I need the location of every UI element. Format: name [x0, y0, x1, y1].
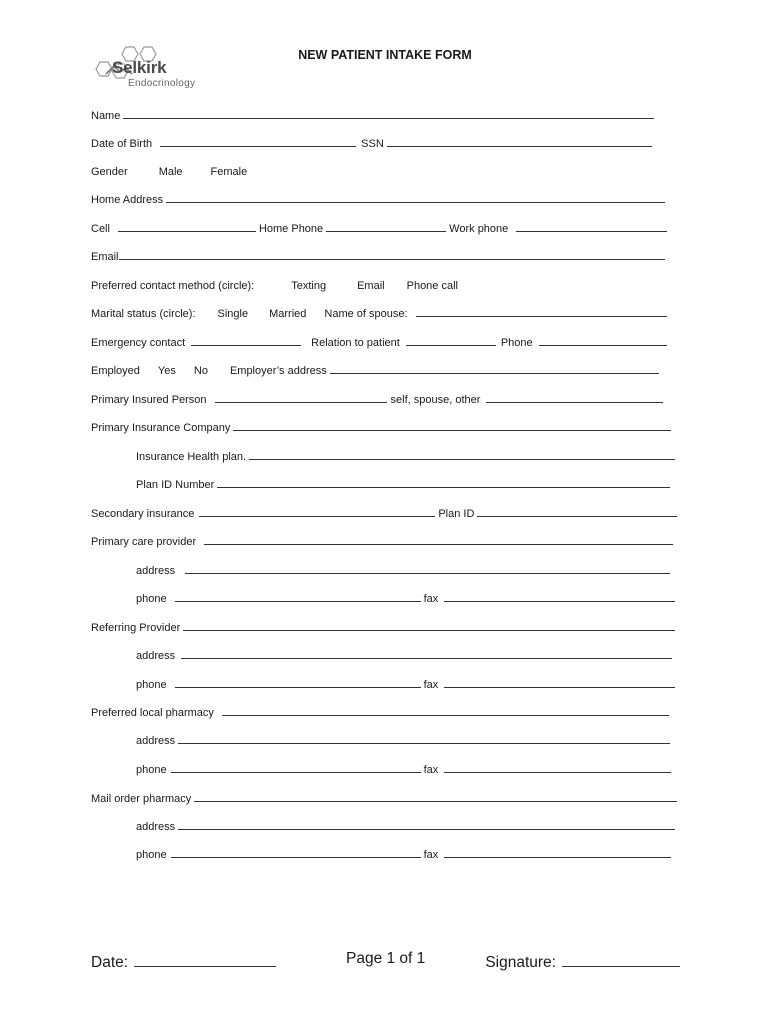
marital-label: Marital status (circle):	[91, 308, 196, 320]
email-label: Email	[91, 251, 119, 263]
employed-no-option[interactable]: No	[193, 365, 208, 377]
referring-field[interactable]	[183, 630, 675, 631]
home-phone-label: Home Phone	[258, 223, 324, 235]
plan-id-label: Plan ID	[438, 508, 475, 520]
secondary-insurance-field[interactable]	[199, 516, 435, 517]
local-pharmacy-phone-row	[136, 760, 674, 776]
health-plan-field[interactable]	[249, 459, 675, 460]
primary-insurance-label: Primary Insurance Company	[91, 422, 231, 434]
referring-fax-label: fax	[423, 679, 439, 691]
local-pharmacy-row	[91, 703, 672, 719]
mail-pharmacy-field[interactable]	[194, 801, 677, 802]
referring-address-label: address	[136, 650, 176, 662]
mail-pharmacy-row	[91, 789, 680, 805]
emergency-phone-field[interactable]	[539, 345, 667, 346]
local-pharmacy-address-row	[136, 731, 673, 747]
logo-subtitle: Endocrinology	[128, 78, 196, 89]
local-pharmacy-phone-label: phone	[136, 764, 167, 776]
health-plan-label: Insurance Health plan.	[136, 451, 247, 463]
employed-label: Employed	[91, 365, 140, 377]
pcp-address-row	[136, 561, 673, 577]
marital-row	[91, 304, 670, 320]
dob-field[interactable]	[160, 146, 356, 147]
home-address-label: Home Address	[91, 194, 164, 206]
referring-address-field[interactable]	[181, 658, 672, 659]
local-pharmacy-address-label: address	[136, 735, 176, 747]
pcp-phone-row	[136, 589, 678, 605]
pcp-row	[91, 532, 676, 548]
spouse-label: Name of spouse:	[324, 308, 408, 320]
primary-insured-label: Primary Insured Person	[91, 394, 207, 406]
work-phone-field[interactable]	[516, 231, 667, 232]
primary-insurance-row	[91, 418, 674, 434]
logo-wordmark: Selkirk	[112, 58, 167, 77]
emergency-label: Emergency contact	[91, 337, 186, 349]
pcp-fax-label: fax	[423, 593, 439, 605]
plan-id-number-field[interactable]	[217, 487, 670, 488]
pcp-label: Primary care provider	[91, 536, 197, 548]
secondary-insurance-row	[91, 504, 680, 520]
referring-label: Referring Provider	[91, 622, 181, 634]
dob-ssn-row	[91, 134, 655, 150]
gender-female-option[interactable]: Female	[210, 166, 248, 178]
pcp-field[interactable]	[204, 544, 673, 545]
local-pharmacy-fax-label: fax	[423, 764, 439, 776]
home-phone-field[interactable]	[326, 231, 446, 232]
health-plan-row	[136, 447, 678, 463]
name-label: Name	[91, 110, 121, 122]
local-pharmacy-address-field[interactable]	[178, 743, 670, 744]
pcp-fax-field[interactable]	[444, 601, 675, 602]
date-label: Date:	[91, 954, 129, 971]
work-phone-label: Work phone	[449, 223, 509, 235]
form-title: NEW PATIENT INTAKE FORM	[298, 48, 472, 62]
pcp-address-label: address	[136, 565, 176, 577]
mail-pharmacy-address-field[interactable]	[178, 829, 675, 830]
mail-pharmacy-label: Mail order pharmacy	[91, 793, 192, 805]
phones-row	[91, 219, 670, 235]
mail-pharmacy-address-row	[136, 817, 678, 833]
referring-address-row	[136, 646, 675, 662]
form-footer	[91, 950, 680, 972]
name-field[interactable]	[123, 118, 654, 119]
mail-pharmacy-fax-label: fax	[423, 849, 439, 861]
mail-pharmacy-address-label: address	[136, 821, 176, 833]
relation-label: Relation to patient	[311, 337, 400, 349]
plan-id-number-label: Plan ID Number	[136, 479, 215, 491]
pcp-address-field[interactable]	[185, 573, 670, 574]
employed-row	[91, 361, 662, 377]
mail-pharmacy-phone-row	[136, 845, 674, 861]
ssn-field[interactable]	[387, 146, 652, 147]
name-row	[91, 106, 657, 122]
contact-texting-option[interactable]: Texting	[291, 280, 327, 292]
contact-phone-option[interactable]: Phone call	[406, 280, 458, 292]
gender-male-option[interactable]: Male	[158, 166, 183, 178]
ssn-label: SSN	[361, 138, 384, 150]
marital-single-option[interactable]: Single	[217, 308, 249, 320]
home-address-row	[91, 190, 668, 206]
primary-insurance-field[interactable]	[233, 430, 671, 431]
signature-field[interactable]	[562, 966, 680, 967]
employer-address-field[interactable]	[330, 373, 659, 374]
date-field[interactable]	[134, 966, 276, 967]
insured-relation-field[interactable]	[486, 402, 663, 403]
pcp-phone-label: phone	[136, 593, 167, 605]
mail-pharmacy-phone-field[interactable]	[171, 857, 421, 858]
primary-insured-field[interactable]	[215, 402, 387, 403]
contact-method-row	[91, 276, 680, 292]
primary-insured-row	[91, 390, 666, 406]
dob-label: Date of Birth	[91, 138, 153, 150]
cell-label: Cell	[91, 223, 110, 235]
referring-phone-label: phone	[136, 679, 167, 691]
marital-married-option[interactable]: Married	[269, 308, 307, 320]
local-pharmacy-phone-field[interactable]	[171, 772, 421, 773]
plan-id-number-row	[136, 475, 673, 491]
referring-row	[91, 618, 678, 634]
mail-pharmacy-fax-field[interactable]	[444, 857, 671, 858]
home-address-field[interactable]	[166, 202, 665, 203]
cell-field[interactable]	[118, 231, 256, 232]
gender-row	[91, 162, 680, 178]
signature-label: Signature:	[485, 954, 556, 971]
gender-label: Gender	[91, 166, 128, 178]
mail-pharmacy-phone-label: phone	[136, 849, 167, 861]
spouse-field[interactable]	[416, 316, 667, 317]
secondary-insurance-label: Secondary insurance	[91, 508, 195, 520]
email-row	[91, 247, 668, 263]
page-number: Page 1 of 1	[346, 950, 426, 967]
emergency-row	[91, 333, 670, 349]
plan-id-field[interactable]	[477, 516, 677, 517]
email-field[interactable]	[119, 259, 665, 260]
employed-yes-option[interactable]: Yes	[157, 365, 176, 377]
local-pharmacy-fax-field[interactable]	[444, 772, 671, 773]
contact-email-option[interactable]: Email	[357, 280, 385, 292]
pcp-phone-field[interactable]	[175, 601, 421, 602]
referring-fax-field[interactable]	[444, 687, 675, 688]
insured-relation-label: self, spouse, other	[390, 394, 481, 406]
referring-phone-field[interactable]	[175, 687, 421, 688]
contact-method-label: Preferred contact method (circle):	[91, 280, 255, 292]
local-pharmacy-label: Preferred local pharmacy	[91, 707, 214, 719]
emergency-phone-label: Phone	[500, 337, 533, 349]
relation-field[interactable]	[406, 345, 496, 346]
local-pharmacy-field[interactable]	[222, 715, 669, 716]
referring-phone-row	[136, 675, 678, 691]
emergency-field[interactable]	[191, 345, 301, 346]
employer-address-label: Employer’s address	[229, 365, 327, 377]
